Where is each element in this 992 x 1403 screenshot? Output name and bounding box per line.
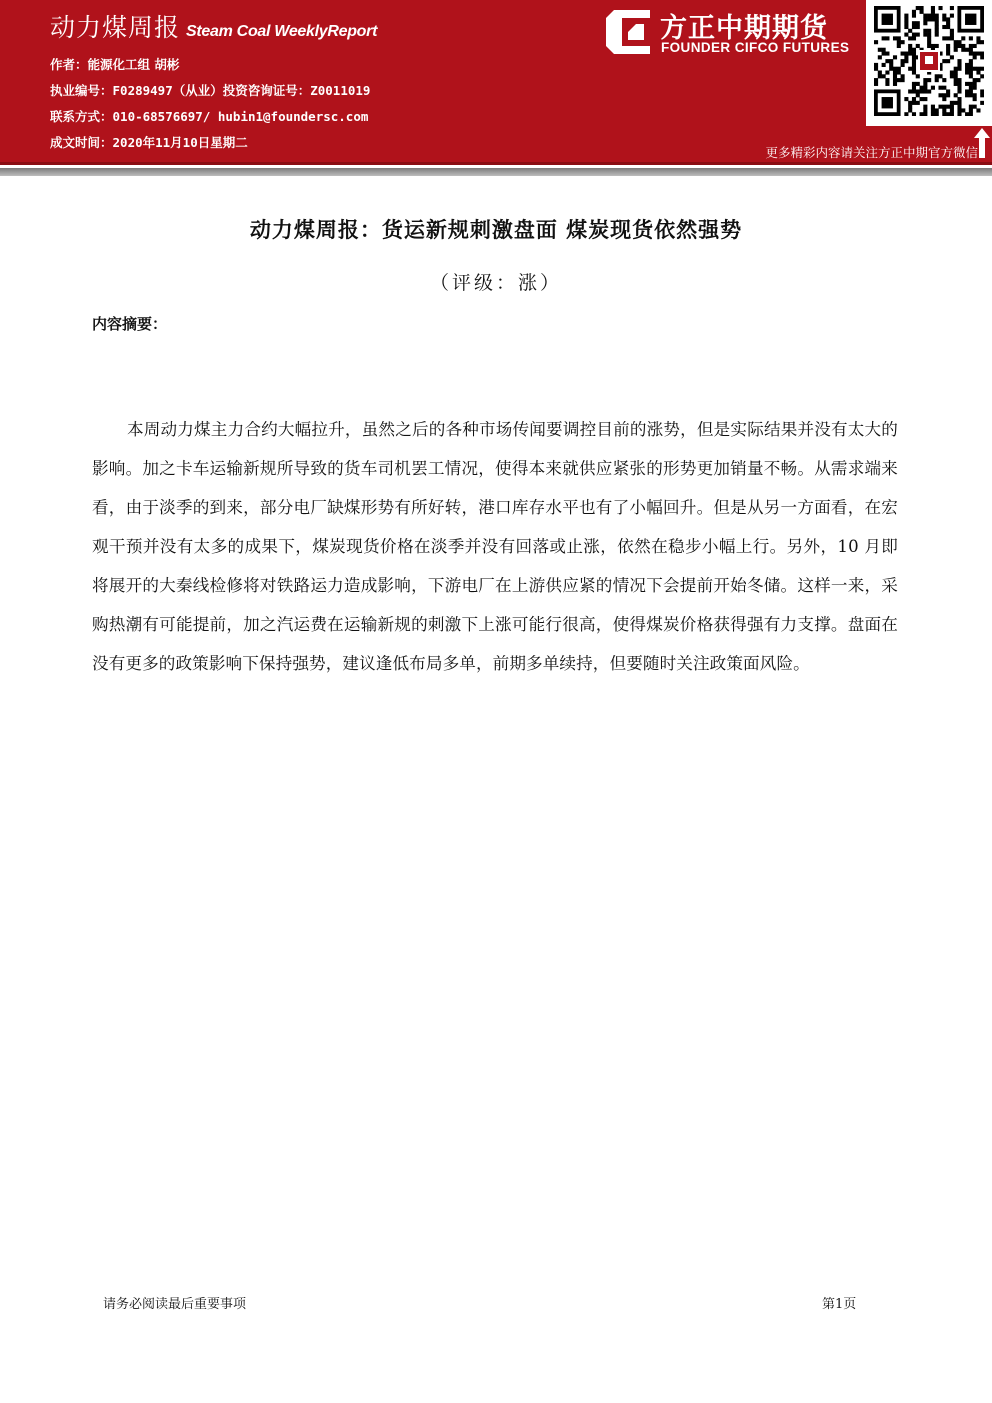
- logo-name-en: FOUNDER CIFCO FUTURES: [661, 40, 850, 55]
- report-title: [50, 8, 377, 44]
- report-header: [0, 0, 992, 162]
- header-shadow-bar: [0, 168, 992, 176]
- date-value: 2020年11月10日星期二: [112, 135, 248, 150]
- founder-logo-icon: [604, 8, 652, 56]
- report-title-cn: 动力煤周报: [50, 13, 181, 42]
- contact-line: [50, 107, 368, 125]
- date-line: [50, 133, 248, 151]
- author-line: [50, 55, 179, 73]
- date-label: 成文时间：: [50, 135, 113, 150]
- logo-name-cn: 方正中期期货: [660, 13, 828, 44]
- wechat-qr-code: [866, 0, 992, 126]
- footer-disclaimer: 请务必阅读最后重要事项: [103, 1297, 247, 1312]
- license-line: [50, 81, 370, 99]
- company-logo: [604, 8, 862, 58]
- rating: （评级：涨）: [429, 272, 562, 294]
- contact-value: 010-68576697/ hubin1@foundersc.com: [112, 109, 369, 124]
- page-number: 第1页: [822, 1297, 857, 1312]
- summary-label: 内容摘要：: [92, 315, 168, 333]
- wechat-note: 更多精彩内容请关注方正中期官方微信: [765, 145, 978, 160]
- author-label: 作者：: [50, 57, 88, 72]
- qr-code-icon: [874, 6, 984, 116]
- header-divider: [0, 162, 992, 165]
- license-value: F0289497（从业）投资咨询证号：Z0011019: [112, 83, 371, 98]
- license-label: 执业编号：: [50, 83, 113, 98]
- author-value: 能源化工组 胡彬: [87, 57, 180, 72]
- report-title-en: Steam Coal WeeklyReport: [186, 23, 378, 40]
- summary-paragraph: 本周动力煤主力合约大幅拉升，虽然之后的各种市场传闻要调控目前的涨势，但是实际结果并没有太大的影响。加之卡车运输新规所导致的货车司机罢工情况，使得本来就供应紧张的形势更加销量不畅。从需求端来看，由于淡季的到来，部分电厂缺煤形势有所好转，港口库存水平也有了小幅回升。但是从另一方面看，在宏观干预并没有太多的成果下，煤炭现货价格在淡季并没有回落或止涨，依然在稳步小幅上行。另外，10 月即将展开的大秦线检修将对铁路运力造成影响，下游电厂在上游供应紧的情况下会提前开始冬储。这样一来，采购热潮有可能提前，加之汽运费在运输新规的刺激下上涨可能行很高，使得煤炭价格获得强有力支撑。盘面在没有更多的政策影响下保持强势，建议逢低布局多单，前期多单续持，但要随时关注政策面风险。: [92, 420, 898, 673]
- contact-label: 联系方式：: [50, 109, 113, 124]
- document-title: 动力煤周报：货运新规刺激盘面 煤炭现货依然强势: [249, 218, 743, 242]
